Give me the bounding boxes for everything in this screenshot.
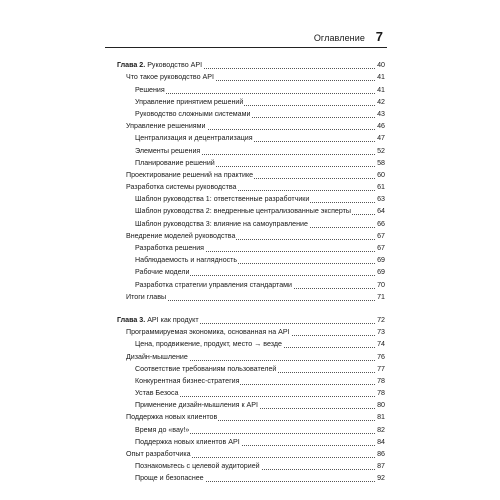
toc-entry[interactable]: [126, 69, 385, 81]
toc-entry-page: 69: [377, 256, 385, 265]
toc-entry[interactable]: [126, 348, 385, 360]
toc-entry-page: 41: [377, 85, 385, 94]
toc-entry-page: 84: [377, 437, 385, 446]
toc-entry[interactable]: [126, 167, 385, 179]
toc-entry-title: Устав Безоса: [135, 389, 179, 398]
toc-entry-title: Руководство сложными системами: [135, 109, 251, 118]
chapter-label: Глава 2.: [117, 61, 146, 70]
toc-entry-title: Цена, продвижение, продукт, место → везде: [135, 340, 282, 349]
toc-entry-page: 80: [377, 401, 385, 410]
toc-entry-title: Разработка стратегии управления стандартами: [135, 280, 292, 289]
toc-entry-page: 66: [377, 219, 385, 228]
toc-entry[interactable]: [126, 446, 385, 458]
header-rule: [105, 47, 387, 48]
toc-entry[interactable]: [135, 155, 385, 167]
chapter-3-entries: [117, 324, 385, 482]
toc-entry[interactable]: [135, 264, 385, 276]
chapter-title: API как продукт: [145, 315, 199, 324]
toc-entry-page: 71: [377, 292, 385, 301]
toc-entry-title: Поддержка новых клиентов API: [135, 437, 240, 446]
toc-entry-page: 86: [377, 450, 385, 458]
toc-entry-page: 46: [377, 122, 385, 131]
toc-entry-title: Планирование решений: [135, 158, 215, 167]
toc-entry[interactable]: [135, 130, 385, 142]
toc-entry-page: 76: [377, 352, 385, 361]
toc-entry[interactable]: [135, 191, 385, 203]
toc-entry-title: Программируемая экономика, основанная на API: [126, 328, 290, 337]
toc-entry-title: Опыт разработчика: [126, 450, 191, 458]
toc-entry-page: 78: [377, 389, 385, 398]
page-header: [0, 0, 500, 46]
toc-entry-page: 47: [377, 134, 385, 143]
toc-entry[interactable]: [135, 421, 385, 433]
toc-entry-page: 67: [377, 244, 385, 252]
toc-entry-title: Что такое руководство API: [126, 73, 214, 82]
toc-entry-page: 43: [377, 109, 385, 118]
toc-entry-title: Проще и безопаснее: [135, 474, 204, 483]
toc-entry-page: 42: [377, 97, 385, 106]
toc-entry-title: Наблюдаемость и наглядность: [135, 256, 238, 265]
toc-entry[interactable]: [126, 118, 385, 130]
toc-entry-title: Познакомьтесь с целевой аудиторией: [135, 462, 260, 471]
toc-entry[interactable]: [135, 81, 385, 93]
toc-entry-page: 78: [377, 376, 385, 385]
chapter-page: 40: [377, 61, 385, 70]
table-of-contents: [117, 57, 385, 482]
toc-entry-title: Конкурентная бизнес-стратегия: [135, 376, 240, 385]
toc-entry[interactable]: [135, 361, 385, 373]
toc-entry-title: Шаблон руководства 1: ответственные разработчики: [135, 195, 310, 204]
toc-entry-title: Шаблон руководства 2: внедренные централизованные эксперты: [135, 207, 352, 216]
toc-entry[interactable]: [135, 106, 385, 118]
toc-entry-page: 60: [377, 170, 385, 179]
chapter-label: Глава 3.: [117, 315, 146, 324]
toc-entry[interactable]: [126, 228, 385, 240]
toc-entry-page: 73: [377, 328, 385, 337]
toc-entry-title: Применение дизайн-мышления к API: [135, 401, 258, 410]
toc-entry[interactable]: [126, 289, 385, 301]
toc-entry[interactable]: [135, 373, 385, 385]
toc-entry[interactable]: [135, 215, 385, 227]
toc-entry-title: Шаблон руководства 3: влияние на самоуправление: [135, 219, 308, 228]
toc-entry-title: Разработка системы руководства: [126, 183, 237, 192]
toc-entry-title: Рабочие модели: [135, 268, 190, 277]
toc-entry-title: Дизайн-мышление: [126, 352, 188, 361]
chapter-page: 72: [377, 315, 385, 324]
chapter-title: Руководство API: [145, 61, 203, 70]
toc-chapter-2[interactable]: [117, 57, 385, 69]
toc-entry[interactable]: [135, 142, 385, 154]
toc-entry[interactable]: [135, 458, 385, 470]
toc-entry[interactable]: [135, 336, 385, 348]
toc-entry-title: Элементы решения: [135, 146, 201, 155]
toc-entry-title: Итоги главы: [126, 292, 167, 301]
toc-entry-page: 52: [377, 146, 385, 155]
toc-entry-page: 87: [377, 462, 385, 471]
toc-entry[interactable]: [135, 276, 385, 288]
page-number: 7: [375, 29, 383, 44]
toc-entry[interactable]: [135, 203, 385, 215]
toc-entry-page: 67: [377, 231, 385, 240]
toc-entry-title: Поддержка новых клиентов: [126, 413, 218, 422]
toc-entry[interactable]: [135, 397, 385, 409]
toc-entry-page: 70: [377, 280, 385, 289]
toc-entry[interactable]: [135, 94, 385, 106]
toc-entry-page: 63: [377, 195, 385, 204]
toc-entry-page: 64: [377, 207, 385, 216]
toc-entry-page: 69: [377, 268, 385, 277]
toc-entry-page: 58: [377, 158, 385, 167]
toc-entry-page: 61: [377, 183, 385, 192]
toc-entry-title: Время до «вау!»: [135, 425, 190, 434]
toc-entry[interactable]: [135, 434, 385, 446]
toc-entry[interactable]: [135, 385, 385, 397]
toc-entry-title: Внедрение моделей руководства: [126, 231, 236, 240]
toc-entry-title: Разработка решения: [135, 244, 205, 252]
chapter-2-entries: [117, 69, 385, 301]
toc-entry-title: Решения: [135, 85, 165, 94]
toc-entry-title: Управление решениями: [126, 122, 206, 131]
toc-entry-title: Соответствие требованиям пользователей: [135, 364, 277, 373]
toc-entry-title: Централизация и децентрализация: [135, 134, 253, 143]
toc-entry[interactable]: [126, 409, 385, 421]
toc-entry-title: Проектирование решений на практике: [126, 170, 254, 179]
toc-entry-page: 81: [377, 413, 385, 422]
toc-entry[interactable]: [126, 179, 385, 191]
toc-entry[interactable]: [126, 324, 385, 336]
running-head-title: Оглавление: [313, 33, 365, 43]
toc-chapter-3[interactable]: [117, 312, 385, 324]
toc-entry-title: Управление принятием решений: [135, 97, 244, 106]
toc-entry-page: 74: [377, 340, 385, 349]
toc-entry-page: 41: [377, 73, 385, 82]
toc-entry[interactable]: [135, 240, 385, 252]
toc-entry-page: 82: [377, 425, 385, 434]
toc-entry[interactable]: [135, 252, 385, 264]
toc-entry-page: 77: [377, 364, 385, 373]
toc-entry-page: 92: [377, 474, 385, 483]
toc-entry[interactable]: [135, 470, 385, 482]
